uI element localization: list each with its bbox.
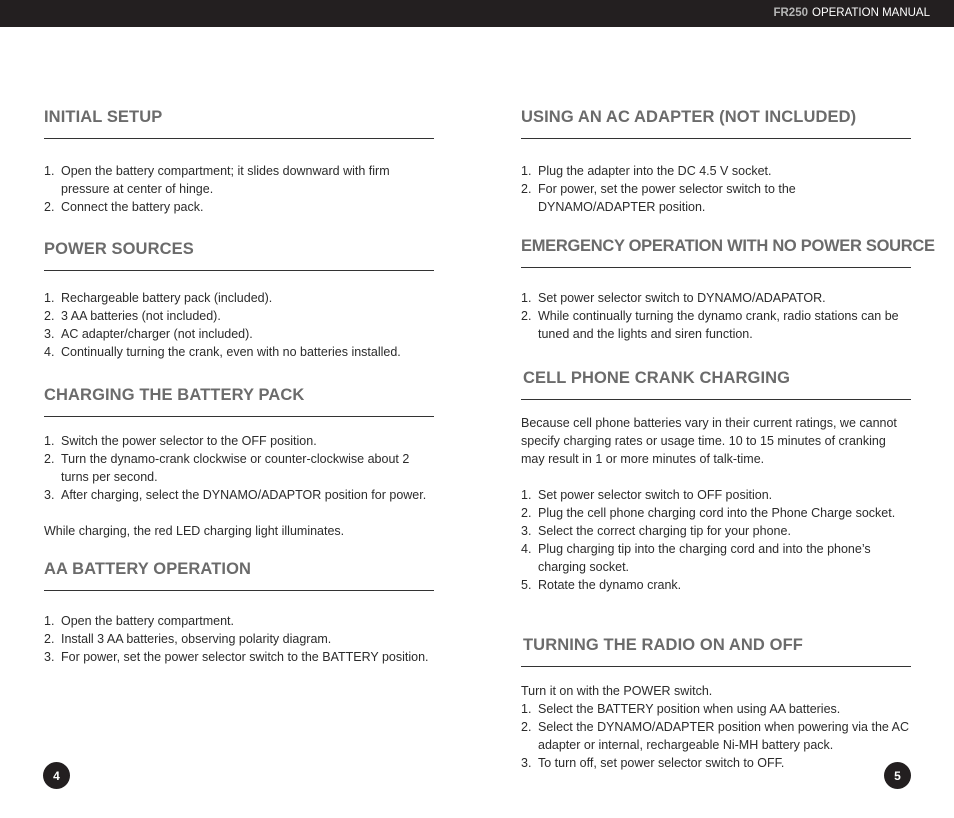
section-initial-setup — [44, 108, 434, 216]
divider — [521, 399, 911, 400]
numbered-list — [521, 289, 911, 343]
numbered-list — [44, 289, 434, 361]
manual-title — [773, 7, 930, 19]
section-heading: AA BATTERY OPERATION — [44, 560, 252, 578]
item-number: 2. — [521, 182, 532, 196]
item-text: To turn off, set power selector switch to OFF. — [538, 756, 785, 770]
list-item — [44, 648, 434, 666]
item-text: Rechargeable battery pack (included). — [61, 291, 273, 305]
page-number-right: 5 — [884, 762, 911, 789]
divider — [521, 138, 911, 139]
item-number: 4. — [44, 345, 55, 359]
section-body — [521, 162, 911, 216]
section-heading: POWER SOURCES — [44, 240, 194, 258]
list-item — [521, 180, 911, 216]
list-item — [44, 486, 434, 504]
divider — [521, 666, 911, 667]
list-item — [521, 162, 911, 180]
list-item — [44, 325, 434, 343]
item-text: Select the DYNAMO/ADAPTER position when powering via the AC adapter or internal, rechargeable Ni-MH battery pack. — [538, 720, 910, 752]
list-item — [521, 700, 911, 718]
item-text: Plug the cell phone charging cord into the Phone Charge socket. — [538, 506, 896, 520]
item-number: 1. — [44, 164, 55, 178]
numbered-list — [44, 162, 434, 216]
section-heading: INITIAL SETUP — [44, 108, 163, 126]
item-number: 1. — [521, 164, 532, 178]
item-text: Turn the dynamo-crank clockwise or counter-clockwise about 2 turns per second. — [61, 452, 410, 484]
item-number: 2. — [521, 720, 532, 734]
item-number: 4. — [521, 542, 532, 556]
list-item — [521, 754, 911, 772]
item-text: For power, set the power selector switch to the BATTERY position. — [61, 650, 429, 664]
item-text: Select the correct charging tip for your phone. — [538, 524, 791, 538]
section-cell-phone-charging — [521, 369, 911, 594]
list-item — [44, 307, 434, 325]
item-text: Set power selector switch to OFF position. — [538, 488, 773, 502]
item-text: Continually turning the crank, even with no batteries installed. — [61, 345, 401, 359]
item-text: Set power selector switch to DYNAMO/ADAPATOR. — [538, 291, 826, 305]
list-item — [521, 504, 911, 522]
item-number: 2. — [44, 632, 55, 646]
item-text: Switch the power selector to the OFF position. — [61, 434, 317, 448]
divider — [521, 267, 911, 268]
section-ac-adapter — [521, 108, 911, 216]
list-item — [44, 162, 434, 198]
item-number: 1. — [44, 614, 55, 628]
list-item — [44, 289, 434, 307]
section-heading: TURNING THE RADIO ON AND OFF — [523, 636, 803, 654]
list-item — [44, 450, 434, 486]
item-number: 2. — [521, 506, 532, 520]
list-item — [44, 343, 434, 361]
item-number: 2. — [521, 309, 532, 323]
model-name: FR250 — [773, 7, 808, 19]
divider — [44, 590, 434, 591]
item-number: 3. — [521, 524, 532, 538]
item-number: 3. — [44, 488, 55, 502]
radio-intro: Turn it on with the POWER switch. — [521, 684, 713, 698]
numbered-list — [44, 432, 434, 504]
item-number: 2. — [44, 200, 55, 214]
numbered-list — [521, 162, 911, 216]
item-number: 1. — [521, 488, 532, 502]
item-text: Open the battery compartment. — [61, 614, 235, 628]
item-text: While continually turning the dynamo crank, radio stations can be tuned and the lights and siren function. — [538, 309, 899, 341]
list-item — [521, 718, 911, 754]
section-body — [44, 612, 434, 666]
list-item — [521, 576, 911, 594]
item-number: 1. — [44, 291, 55, 305]
list-item — [521, 289, 911, 307]
list-item — [44, 612, 434, 630]
item-number: 1. — [521, 702, 532, 716]
item-number: 2. — [44, 452, 55, 466]
list-item — [44, 432, 434, 450]
list-item — [44, 630, 434, 648]
section-body — [44, 432, 434, 540]
section-heading: CELL PHONE CRANK CHARGING — [523, 369, 791, 387]
section-aa-battery-operation — [44, 560, 434, 666]
section-heading: EMERGENCY OPERATION WITH NO POWER SOURCE — [521, 237, 935, 255]
list-item — [44, 198, 434, 216]
charging-note: While charging, the red LED charging light illuminates. — [44, 524, 345, 538]
item-text: Connect the battery pack. — [61, 200, 204, 214]
item-number: 5. — [521, 578, 532, 592]
divider — [44, 416, 434, 417]
section-body — [521, 682, 911, 772]
item-text: After charging, select the DYNAMO/ADAPTOR position for power. — [61, 488, 427, 502]
cell-phone-intro: Because cell phone batteries vary in their current ratings, we cannot specify charging rates or usage time. 10 to 15 minutes of cranking may result in 1 or more minutes of talk-time. — [521, 416, 897, 466]
section-emergency-operation — [521, 237, 935, 343]
item-text: Rotate the dynamo crank. — [538, 578, 682, 592]
item-text: Open the battery compartment; it slides downward with firm pressure at center of hinge. — [61, 164, 390, 196]
item-text: For power, set the power selector switch to the DYNAMO/ADAPTER position. — [538, 182, 796, 214]
section-heading: CHARGING THE BATTERY PACK — [44, 386, 305, 404]
item-text: Plug charging tip into the charging cord and into the phone’s charging socket. — [538, 542, 871, 574]
manual-title-text: OPERATION MANUAL — [812, 7, 930, 19]
section-body — [44, 289, 434, 361]
item-text: 3 AA batteries (not included). — [61, 309, 221, 323]
item-number: 1. — [44, 434, 55, 448]
item-text: Install 3 AA batteries, observing polarity diagram. — [61, 632, 332, 646]
item-text: Select the BATTERY position when using AA batteries. — [538, 702, 841, 716]
list-item — [521, 540, 911, 576]
header-bar — [0, 0, 954, 27]
item-number: 2. — [44, 309, 55, 323]
section-radio-on-off — [521, 636, 911, 772]
section-heading: USING AN AC ADAPTER (NOT INCLUDED) — [521, 108, 857, 126]
numbered-list — [521, 486, 911, 594]
item-number: 1. — [521, 291, 532, 305]
divider — [44, 138, 434, 139]
section-charging-battery-pack — [44, 386, 434, 540]
item-number: 3. — [44, 650, 55, 664]
divider — [44, 270, 434, 271]
list-item — [521, 486, 911, 504]
list-item — [521, 522, 911, 540]
numbered-list — [44, 612, 434, 666]
section-power-sources — [44, 240, 434, 361]
item-text: Plug the adapter into the DC 4.5 V socket. — [538, 164, 772, 178]
page-number-left: 4 — [43, 762, 70, 789]
item-number: 3. — [44, 327, 55, 341]
section-body — [521, 414, 911, 594]
section-body — [44, 162, 434, 216]
list-item — [521, 307, 911, 343]
item-number: 3. — [521, 756, 532, 770]
numbered-list — [521, 700, 911, 772]
item-text: AC adapter/charger (not included). — [61, 327, 253, 341]
section-body — [521, 289, 911, 343]
